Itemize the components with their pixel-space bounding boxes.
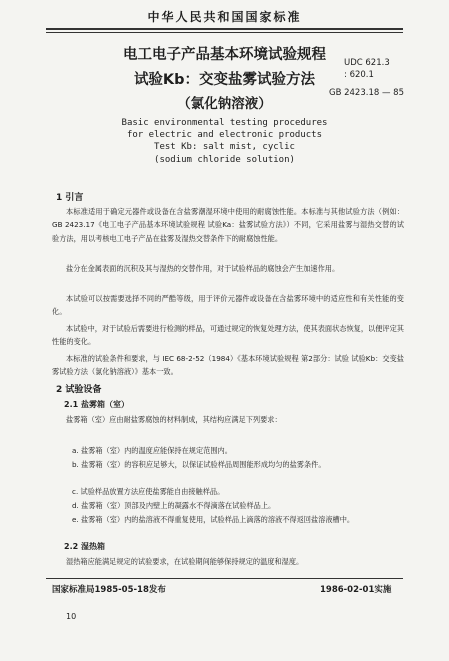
document-title-line2: 试验Kb：交变盐雾试验方法 <box>133 72 316 88</box>
section-1-paragraph-4: 本试验中，对于试验后需要进行检测的样品，可通过规定的恢复处理方法，使其表面状态恢复，以便评定其性能的变化。 <box>52 324 404 347</box>
header-rule-thick <box>46 28 403 30</box>
issued-date: 国家标准局1985-05-18发布 <box>52 585 166 595</box>
section-1-paragraph-5: 本标准的试验条件和要求，与 IEC 68-2-52（1984）《基本环境试验规程 第2部分：试验 试验Kb：交变盐雾试验方法（氯化钠溶液）》基本一致。 <box>52 354 404 377</box>
subsection-2-2-heading: 2.2 湿热箱 <box>64 542 105 551</box>
page-number: 10 <box>66 612 77 621</box>
section-1-paragraph-1: 本标准适用于确定元器件或设备在含盐雾潮湿环境中使用的耐腐蚀性能。本标准与其他试验方法（例如：GB 2423.17《电工电子产品基本环境试验规程 试验Ka：盐雾试验方法》）不同，它采用盐雾与湿热交替的试验方法，用以考核电工电子产品在盐雾及湿热交替条件下的耐腐蚀性能。 <box>52 207 404 243</box>
section-2-heading: 2 试验设备 <box>56 385 102 395</box>
effective-date: 1986-02-01实施 <box>320 585 392 595</box>
list-item: a. 盐雾箱（室）内的温度应能保持在规定范围内。 <box>72 446 232 455</box>
english-title-line3: Test Kb: salt mist, cyclic <box>154 142 295 152</box>
english-title-line4: (sodium chloride solution) <box>154 155 295 165</box>
english-title-line2: for electric and electronic products <box>126 130 323 140</box>
udc-code-2: : 620.1 <box>344 70 374 80</box>
header-rule-thin <box>46 32 403 33</box>
gb-number: GB 2423.18 — 85 <box>329 88 404 98</box>
list-item: c. 试验样品放置方法应使盐雾能自由接触样品。 <box>72 487 225 496</box>
section-1-paragraph-3: 本试验可以按需要选择不同的严酷等级，用于评价元器件或设备在含盐雾环境中的适应性和有关性能的变化。 <box>52 294 404 317</box>
section-1-heading: 1 引言 <box>56 193 84 203</box>
subsection-2-1-intro: 盐雾箱（室）应由耐盐雾腐蚀的材料制成，其结构应满足下列要求： <box>66 415 282 424</box>
standard-header: 中华人民共和国国家标准 <box>147 10 302 24</box>
udc-code-1: UDC 621.3 <box>344 58 390 68</box>
list-item: e. 盐雾箱（室）内的盐溶液不得重复使用，试验样品上滴落的溶液不得返回盐溶液槽中。 <box>72 515 355 524</box>
subsection-2-1-heading: 2.1 盐雾箱（室） <box>64 400 129 409</box>
english-title-line1: Basic environmental testing procedures <box>121 118 328 128</box>
list-item: b. 盐雾箱（室）的容积应足够大，以保证试验样品周围能形成均匀的盐雾条件。 <box>72 460 326 469</box>
footer-rule <box>46 578 403 579</box>
document-title-line3: （氯化钠溶液） <box>177 96 272 112</box>
subsection-2-2-text: 湿热箱应能满足规定的试验要求，在试验期间能够保持规定的温度和湿度。 <box>66 557 304 566</box>
list-item: d. 盐雾箱（室）顶部及内壁上的凝露水不得滴落在试验样品上。 <box>72 501 276 510</box>
section-1-paragraph-2: 盐分在金属表面的沉积及其与湿热的交替作用，对于试验样品的腐蚀会产生加速作用。 <box>66 264 340 273</box>
document-title-line1: 电工电子产品基本环境试验规程 <box>123 47 326 63</box>
